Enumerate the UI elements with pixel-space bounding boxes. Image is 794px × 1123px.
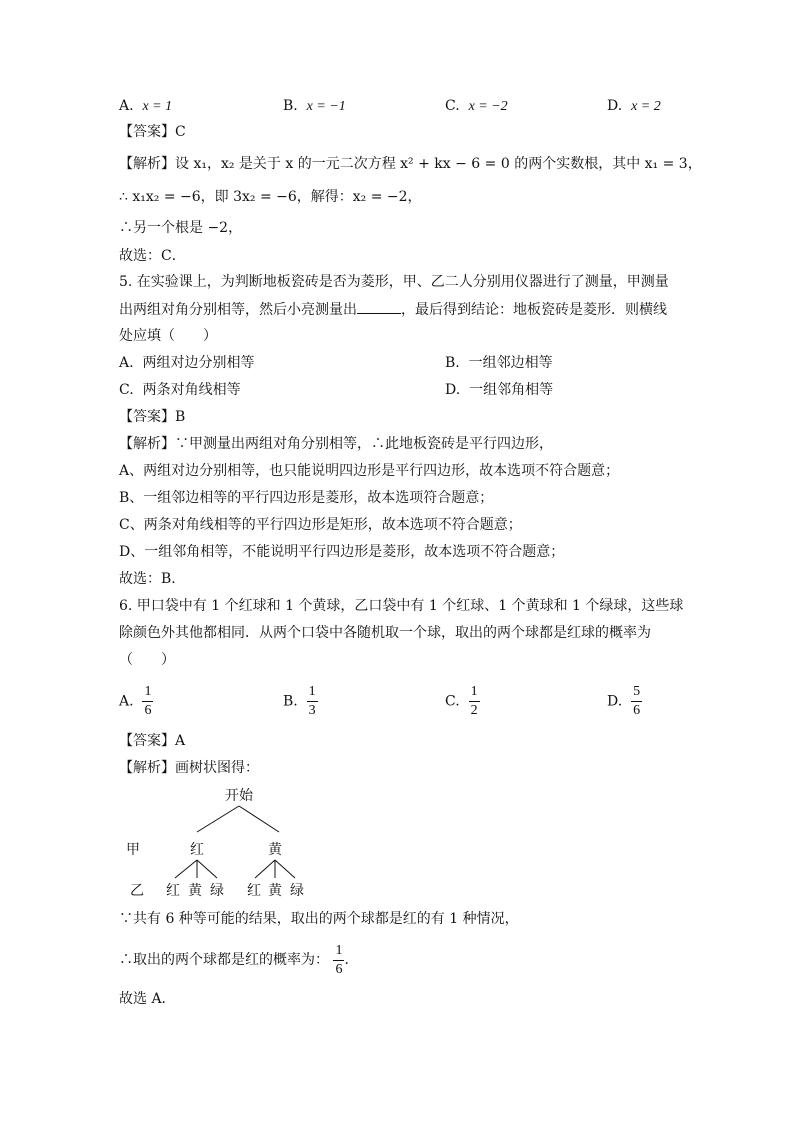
q6-analysis-intro: 【解析】画树状图得： — [119, 760, 259, 776]
q5-analysis-line-5: D、一组邻角相等，不能说明平行四边形是菱形，故本选项不符合题意； — [119, 544, 565, 560]
tree-edge-root-red — [197, 806, 239, 832]
q5-answer: 【答案】B — [119, 409, 186, 425]
tree-edge-yellow-red — [255, 860, 275, 878]
q6-answer: 【答案】A — [119, 733, 186, 749]
q6-conclusion-2: ∴取出的两个球都是红的概率为： $\frac{1}{6}$ ． — [119, 942, 359, 977]
q5-analysis-line-3: B、一组邻边相等的平行四边形是菱形，故本选项符合题意； — [119, 490, 494, 506]
q4-option-b: B. x = −1 — [283, 98, 346, 114]
q4-analysis-line-2: ∴ x₁x₂ = −6，即 3x₂ = −6，解得：x₂ = −2， — [119, 189, 422, 205]
tree-leaf-2: 黄 — [188, 883, 202, 899]
q6-stem-line-3: （ ） — [119, 652, 175, 668]
q5-analysis-line-1: 【解析】∵甲测量出两组对角分别相等，∴此地板瓷砖是平行四边形， — [119, 436, 553, 452]
q5-analysis-line-6: 故选：B． — [119, 571, 186, 587]
q6-final: 故选 A． — [119, 991, 176, 1007]
q6-option-a: A. $\frac{1}{6}$ — [119, 684, 152, 718]
q6-stem-line-2: 除颜色外其他都相同．从两个口袋中各随机取一个球，取出的两个球都是红球的概率为 — [119, 625, 651, 641]
q4-analysis-line-1: 【解析】设 x₁，x₂ 是关于 x 的一元二次方程 x² + kx − 6 = 0 的两个实数根，其中 x₁ = 3， — [119, 156, 702, 172]
q5-option-c: C. 两条对角线相等 — [119, 382, 241, 398]
tree-edge-root-yellow — [239, 806, 279, 832]
tree-leaf-4: 红 — [247, 883, 261, 899]
tree-leaf-1: 红 — [166, 883, 180, 899]
q5-analysis-line-4: C、两条对角线相等的平行四边形是矩形，故本选项不符合题意； — [119, 517, 522, 533]
tree-level1-red: 红 — [190, 842, 204, 858]
q5-stem-line-3: 处应填（ ） — [119, 328, 217, 344]
tree-level1-yellow: 黄 — [268, 842, 282, 858]
tree-leaf-3: 绿 — [210, 883, 224, 899]
q5-stem-line-2 — [119, 299, 667, 320]
q5-option-d: D. 一组邻角相等 — [445, 382, 554, 398]
q5-analysis-line-2: A、两组对边分别相等，也只能说明四边形是平行四边形，故本选项不符合题意； — [119, 463, 620, 479]
q4-option-c: C. x = −2 — [445, 98, 508, 114]
q6-option-c: C. $\frac{1}{2}$ — [445, 684, 478, 718]
tree-edge-yellow-green — [275, 860, 295, 878]
probability-tree-diagram — [119, 782, 379, 902]
q4-answer: 【答案】C — [119, 124, 186, 140]
tree-row-label-jia: 甲 — [126, 842, 140, 858]
q4-option-a: A. x = 1 — [119, 98, 173, 114]
q5-option-b: B. 一组邻边相等 — [445, 355, 553, 371]
q4-analysis-line-4: 故选：C． — [119, 248, 186, 264]
q5-stem-line-2b: ，最后得到结论：地板瓷砖是菱形．则横线 — [401, 302, 667, 318]
tree-leaf-6: 绿 — [290, 883, 304, 899]
q6-option-d: D. $\frac{5}{6}$ — [607, 684, 641, 718]
q5-stem-line-1: 5. 在实验课上，为判断地板瓷砖是否为菱形，甲、乙二人分别用仪器进行了测量，甲测量 — [119, 274, 669, 290]
q4-option-d: D. x = 2 — [607, 98, 661, 114]
q5-blank — [357, 299, 401, 314]
q6-stem-line-1: 6. 甲口袋中有 1 个红球和 1 个黄球，乙口袋中有 1 个红球、1 个黄球和 1 个绿球，这些球 — [119, 598, 684, 614]
tree-leaf-5: 黄 — [268, 883, 282, 899]
tree-edge-red-green — [197, 860, 217, 878]
tree-row-label-yi: 乙 — [130, 883, 144, 899]
q4-analysis-line-3: ∴另一个根是 −2， — [119, 220, 243, 236]
tree-root: 开始 — [225, 788, 253, 804]
q5-option-a: A. 两组对边分别相等 — [119, 355, 255, 371]
q5-stem-line-2a: 出两组对角分别相等，然后小亮测量出 — [119, 302, 357, 318]
tree-edge-red-red — [175, 860, 197, 878]
q6-conclusion-1: ∵共有 6 种等可能的结果，取出的两个球都是红的有 1 种情况， — [119, 911, 519, 927]
q6-option-b: B. $\frac{1}{3}$ — [283, 684, 316, 718]
